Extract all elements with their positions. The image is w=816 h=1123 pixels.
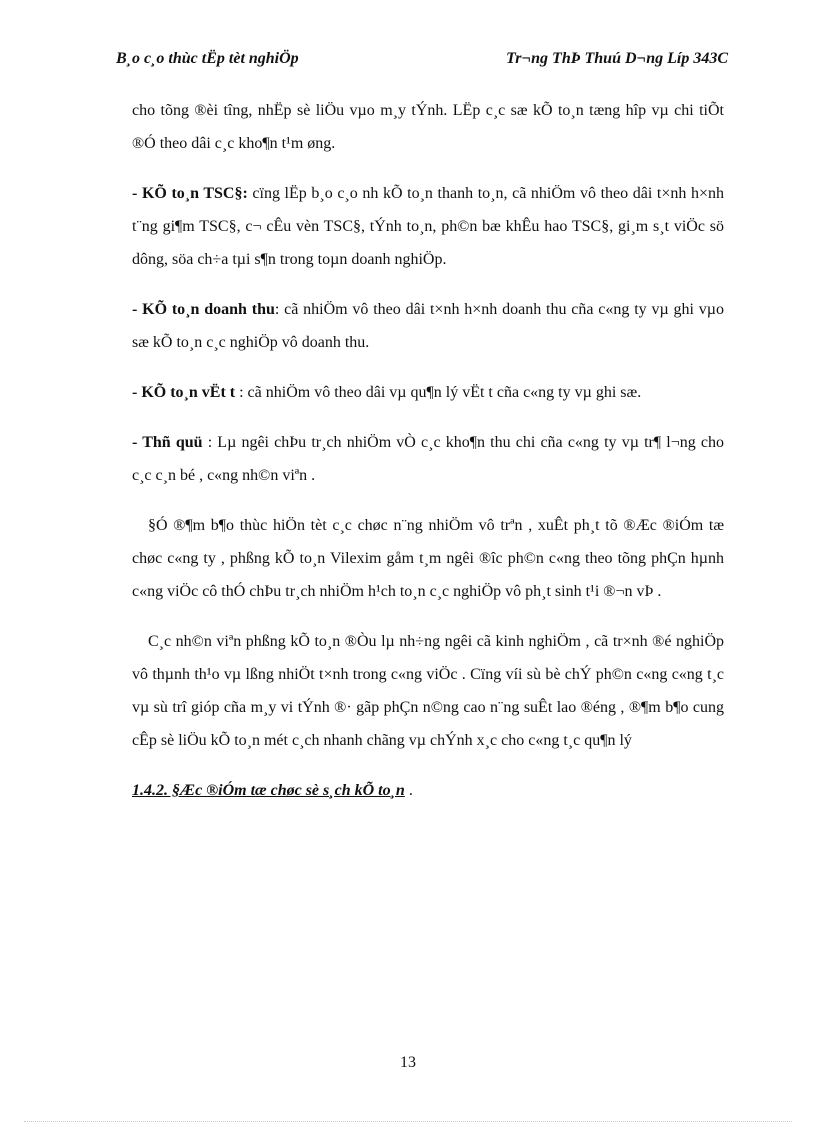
paragraph-advance-ledger bbox=[132, 94, 724, 160]
header-author-class: Tr¬ng ThÞ Thuú D¬ng Líp 343C bbox=[506, 50, 728, 67]
role-label: - KÕ to¸n vËt t bbox=[132, 384, 236, 401]
page-bottom-rule bbox=[24, 1121, 792, 1122]
paragraph-text: cïng lËp b¸o c¸o nh kÕ to¸n thanh to¸n, cã nhiÖm vô theo dâi t×nh h×nh t¨ng gi¶m TSC§, c¬ cÊu vèn TSC§, tÝnh to¸n, ph©n bæ khÊu hao TSC§, gi¸m s¸t viÖc sö dông, söa ch÷a tµi s¶n trong toµn doanh nghiÖp. bbox=[132, 185, 725, 268]
role-label: - KÕ to¸n TSC§: bbox=[132, 185, 248, 202]
paragraph-text: : cã nhiÖm vô theo dâi vµ qu¶n lý vËt t cña c«ng ty vµ ghi sæ. bbox=[235, 384, 642, 401]
page-header bbox=[116, 46, 728, 72]
paragraph-text: C¸c nh©n viªn phßng kÕ to¸n ®Òu lµ nh÷ng ngêi cã kinh nghiÖm , cã tr×nh ®é nghiÖp vô thµnh th¹o vµ lßng nhiÖt t×nh trong c«ng viÖc . Cïng víi sù bè chÝ ph©n c«ng c«ng t¸c vµ sù trî gióp cña m¸y vi tÝnh ®· gãp phÇn n©ng cao n¨ng suÊt lao ®éng , ®¶m b¶o cung cÊp sè liÖu kÕ to¸n mét c¸ch nhanh chãng vµ chÝnh x¸c cho c«ng t¸c qu¶n lý bbox=[132, 633, 724, 749]
role-label: - Thñ quü bbox=[132, 434, 203, 451]
paragraph-staff-experience bbox=[132, 625, 724, 757]
paragraph-fixed-asset-accounting bbox=[132, 177, 724, 276]
paragraph-text: : cã nhiÖm vô theo dâi t×nh h×nh doanh thu cña c«ng ty vµ ghi vµo sæ kÕ to¸n c¸c nghiÖp vô doanh thu. bbox=[132, 301, 725, 351]
page-body bbox=[132, 94, 724, 824]
role-label: - KÕ to¸n doanh thu bbox=[132, 301, 275, 318]
section-heading: 1.4.2. §Æc ®iÓm tæ chøc sè s¸ch kÕ to¸n bbox=[132, 782, 405, 799]
paragraph-text: §Ó ®¶m b¶o thùc hiÖn tèt c¸c chøc n¨ng nhiÖm vô trªn , xuÊt ph¸t tõ ®Æc ®iÓm tæ chøc c«ng ty , phßng kÕ to¸n Vilexim gåm t¸m ngêi ®îc ph©n c«ng theo tõng phÇn hµnh c«ng viÖc cô thÓ chÞu tr¸ch nhiÖm h¹ch to¸n c¸c nghiÖp vô ph¸t sinh t¹i ®¬n vÞ . bbox=[132, 517, 724, 600]
paragraph-text: : Lµ ngêi chÞu tr¸ch nhiÖm vÒ c¸c kho¶n thu chi cña c«ng ty vµ tr¶ l¬ng cho c¸c c¸n bé , c«ng nh©n viªn . bbox=[132, 434, 724, 484]
section-heading-suffix: . bbox=[404, 782, 413, 799]
header-report-title: B¸o c¸o thùc tËp tèt nghiÖp bbox=[116, 50, 299, 67]
paragraph-treasurer bbox=[132, 426, 724, 492]
page-number: 13 bbox=[400, 1054, 416, 1071]
paragraph-department-structure bbox=[132, 509, 724, 608]
paragraph-text: cho tõng ®èi tîng, nhËp sè liÖu vµo m¸y tÝnh. LËp c¸c sæ kÕ to¸n tæng hîp vµ chi tiÕt ®Ó theo dâi c¸c kho¶n t¹m øng. bbox=[132, 102, 724, 152]
paragraph-revenue-accounting bbox=[132, 293, 724, 359]
paragraph-materials-accounting bbox=[132, 376, 724, 409]
section-heading-row bbox=[132, 774, 724, 807]
